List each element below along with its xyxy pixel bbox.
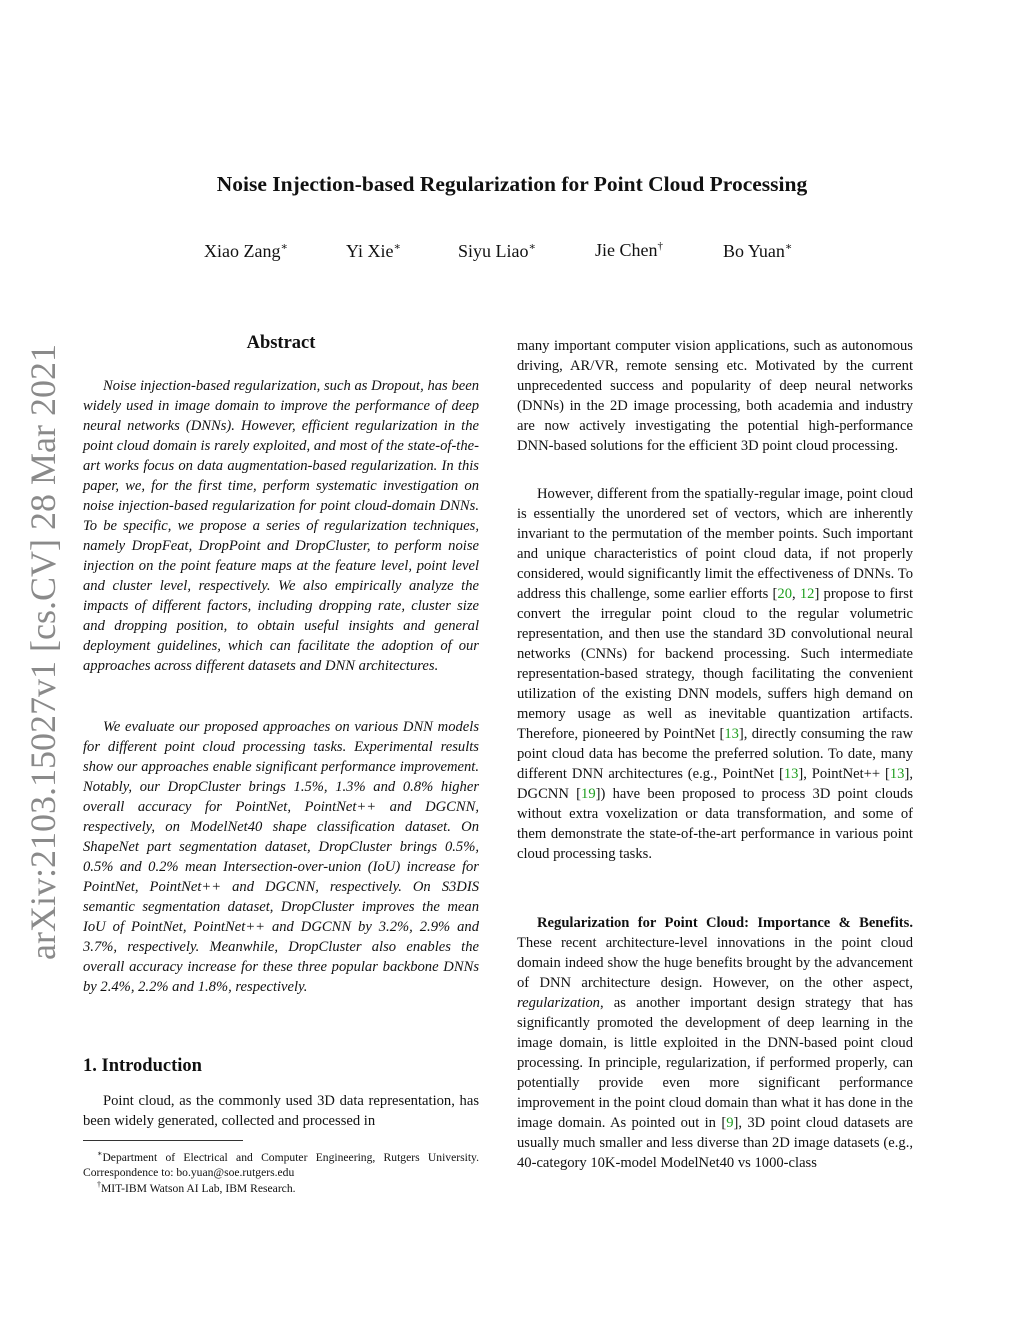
text-run: ], PointNet++ [ <box>798 766 890 782</box>
introduction-heading: 1. Introduction <box>83 1056 202 1076</box>
text-run: However, different from the spatially-regular image, point cloud is essentially the unordered set of vectors, which are inherently invariant to the permutation of the member points. Such important and unique characteristics of point cloud data, if not properly considered, would significantly limit the effectiveness of DNNs. To address this challenge, some earlier efforts [ <box>517 486 913 602</box>
footnote-text: MIT-IBM Watson AI Lab, IBM Research. <box>101 1181 296 1195</box>
text-run: ] propose to first convert the irregular point cloud to the regular volumetric representation, and then use the standard 3D convolutional neural networks (CNNs) for backend processing. Such intermediate representation-based strategy, though facilitating the convenient utilization of the existing DNN models, suffers high demand on memory usage as well as inevitable quantization artifacts. Therefore, pioneered by PointNet [ <box>517 586 913 742</box>
author-3 <box>458 240 536 262</box>
affiliation-mark: † <box>657 240 663 252</box>
text-run: These recent architecture-level innovations in the point cloud domain indeed show the huge benefits brought by the advancement of DNN architecture design. However, on the other aspect, <box>517 935 913 991</box>
text-run: , <box>792 586 800 602</box>
abstract-heading: Abstract <box>246 333 316 353</box>
abstract-paragraph-1: Noise injection-based regularization, such as Dropout, has been widely used in image domain to improve the performance of deep neural networks (DNNs). However, efficient regularization in the point cloud domain is rarely exploited, and most of the state-of-the-art works focus on data augmentation-based regularization. In this paper, we, for the first time, perform systematic investigation on noise injection-based regularization for point cloud-domain DNNs. To be specific, we propose a series of regularization techniques, namely DropFeat, DropPoint and DropCluster, to perform noise injection on the point feature maps at the feature level, point level and cluster level, respectively. We also empirically analyze the impacts of different factors, including dropping rate, cluster size and dropping position, to obtain useful insights and general deployment guidelines, which can facilitate the adoption of our approaches across different datasets and DNN architectures. <box>83 378 479 674</box>
affiliation-mark: ∗ <box>393 241 401 253</box>
right-paragraph-3 <box>517 913 913 1173</box>
text-run: ]) have been proposed to process 3D point clouds without extra voxelization or data transformation, and some of them demonstrate the state-of-the-art performance in various point cloud processing tasks. <box>517 786 914 862</box>
citation-link[interactable]: 13 <box>783 766 799 782</box>
author-name: Jie Chen <box>595 240 658 260</box>
abstract-paragraph-2: We evaluate our proposed approaches on various DNN models for different point cloud processing tasks. Experimental results show our approaches enable significant performance improvement. Notably, our DropCluster brings 1.5%, 1.3% and 0.8% higher overall accuracy for PointNet, PointNet++ and DGCNN, respectively, on ModelNet40 shape classification dataset. On ShapeNet part segmentation dataset, DropCluster brings 0.5%, 0.5% and 0.2% mean Intersection-over-union (IoU) increase for PointNet, PointNet++ and DGCNN, respectively. On S3DIS semantic segmentation dataset, DropCluster improves the mean IoU of PointNet, PointNet++ and DGCNN by 3.2%, 2.9% and 3.7%, respectively. Meanwhile, DropCluster also enables the overall accuracy increase for these three popular backbone DNNs by 2.4%, 2.2% and 1.8%, respectively. <box>83 719 479 995</box>
text-run: ], 3D point cloud datasets are usually much smaller and less diverse than 2D image datasets (e.g., 40-category 10K-model ModelNet40 vs 1000-class <box>517 1115 913 1171</box>
footnote-mark: ∗ <box>97 1149 103 1158</box>
right-paragraph-2 <box>517 484 913 864</box>
author-5 <box>723 240 792 262</box>
author-1 <box>204 240 288 262</box>
author-name: Xiao Zang <box>204 241 281 261</box>
introduction-paragraph-1: Point cloud, as the commonly used 3D data representation, has been widely generated, collected and processed in <box>83 1093 479 1129</box>
text-run: , as another important design strategy that has significantly promoted the development of deep learning in the image domain, is little exploited in the DNN-based point cloud processing. In principle, regularization, if performed properly, can potentially provide even more significant performance improvement in the point cloud domain than what it has done in the image domain. As pointed out in [ <box>517 995 913 1131</box>
text-run: ], directly consuming the raw point cloud data has become the preferred solution. To date, many different DNN architectures (e.g., PointNet [ <box>517 726 913 782</box>
footnote-rule <box>83 1140 243 1141</box>
footnote-text: Department of Electrical and Computer Engineering, Rutgers University. Correspondence to: bo.yuan@soe.rutgers.edu <box>83 1150 479 1179</box>
citation-link[interactable]: 20 <box>777 586 792 602</box>
author-name: Bo Yuan <box>723 241 785 261</box>
text-run: ], DGCNN [ <box>517 766 913 802</box>
arxiv-identifier-stamp: arXiv:2103.15027v1 [cs.CV] 28 Mar 2021 <box>23 344 63 960</box>
affiliation-mark: ∗ <box>784 241 793 253</box>
author-4 <box>595 240 663 261</box>
paper-title: Noise Injection-based Regularization for Point Cloud Processing <box>216 172 808 196</box>
author-name: Yi Xie <box>346 241 394 261</box>
citation-link[interactable]: 13 <box>724 726 739 742</box>
footnote-2 <box>83 1177 479 1196</box>
citation-link[interactable]: 13 <box>889 766 905 782</box>
affiliation-mark: ∗ <box>528 241 536 253</box>
citation-link[interactable]: 9 <box>726 1115 734 1131</box>
author-2 <box>346 240 401 262</box>
paragraph-heading: Regularization for Point Cloud: Importance & Benefits. <box>537 915 913 931</box>
footnote-mark: † <box>97 1180 101 1189</box>
right-paragraph-1: many important computer vision applications, such as autonomous driving, AR/VR, remote sensing etc. Motivated by the current unprecedented success and popularity of deep neural networks (DNNs) in the 2D image processing, both academia and industry are now actively investigating the potential high-performance DNN-based solutions for the efficient 3D point cloud processing. <box>517 338 913 454</box>
citation-link[interactable]: 12 <box>799 586 815 602</box>
citation-link[interactable]: 19 <box>581 786 596 802</box>
footnote-1 <box>83 1146 479 1180</box>
affiliation-mark: ∗ <box>280 241 288 253</box>
author-name: Siyu Liao <box>458 241 529 261</box>
emphasis: regularization <box>517 995 600 1011</box>
